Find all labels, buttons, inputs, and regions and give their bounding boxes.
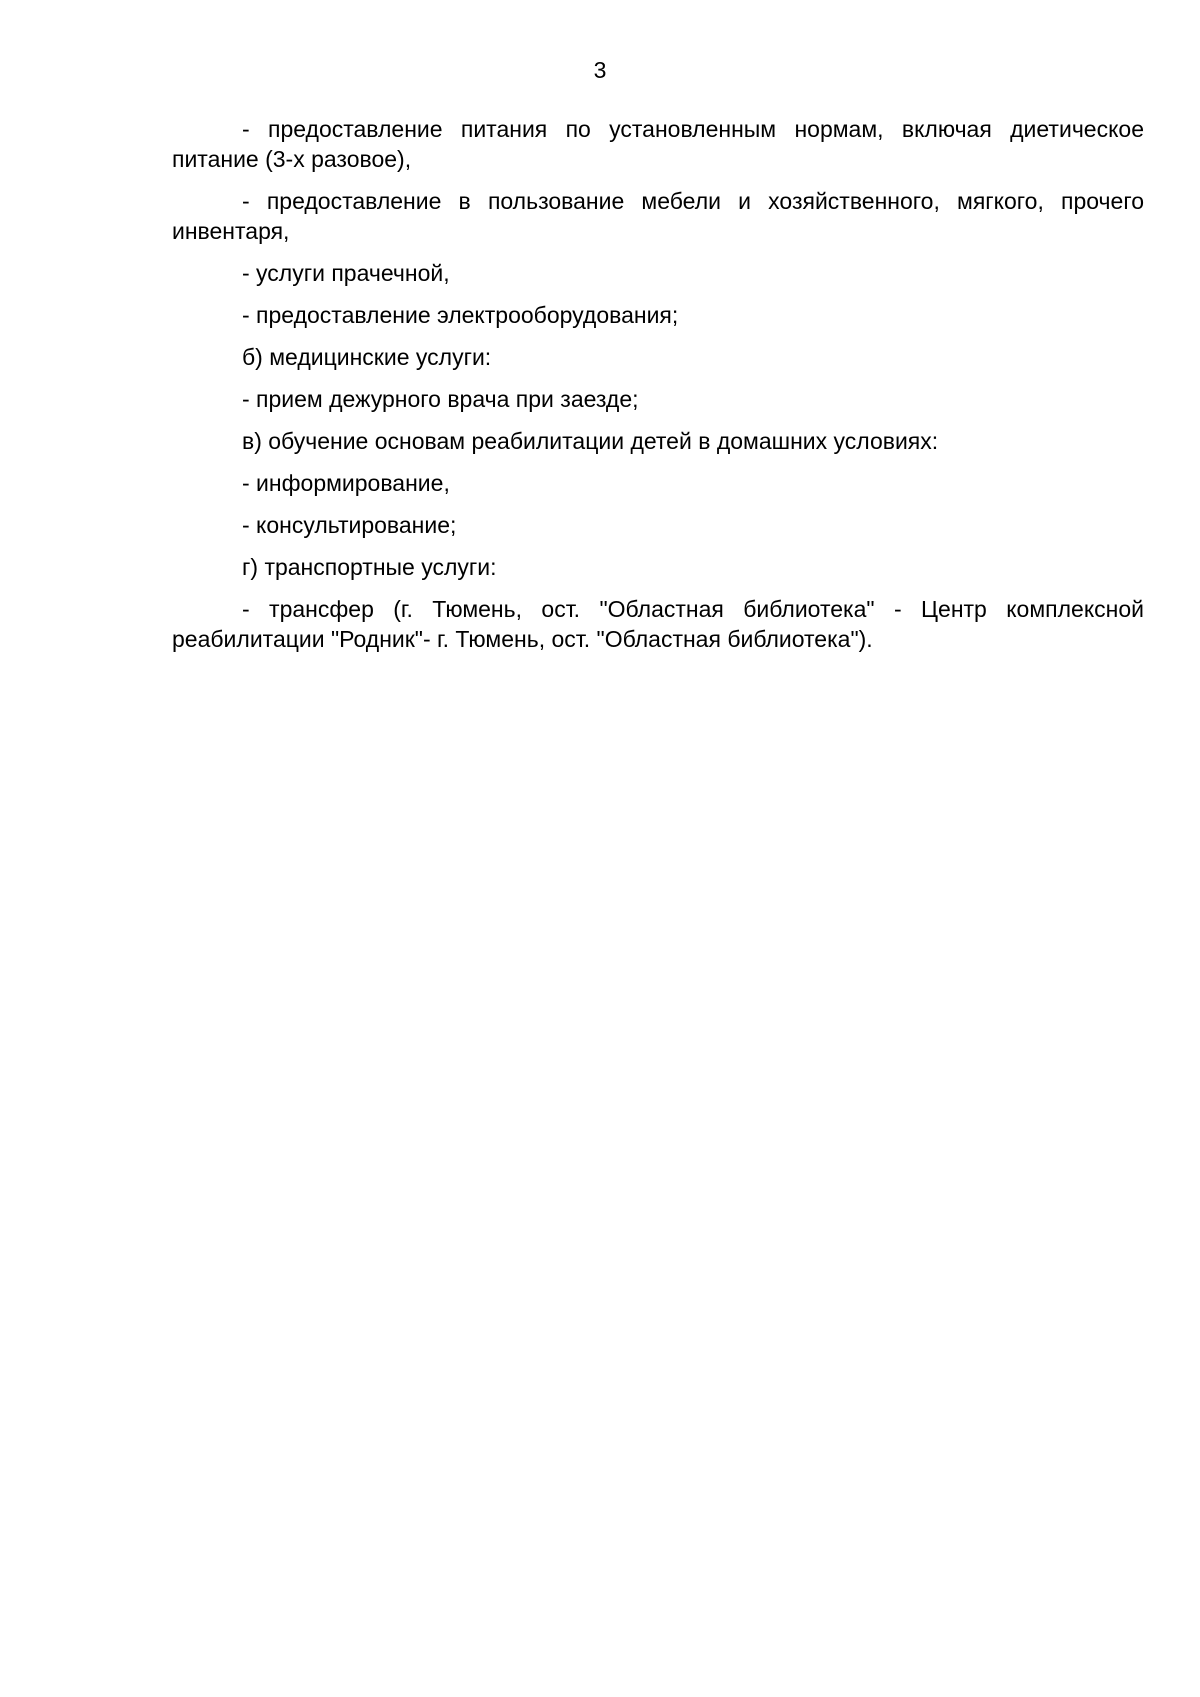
paragraph-training-heading: в) обучение основам реабилитации детей в домашних условиях:: [242, 428, 939, 454]
paragraph-transport-heading: г) транспортные услуги:: [242, 554, 497, 580]
paragraph-meals: - предоставление питания по установленным нормам, включая диетическое питание (3-х разовое),: [172, 116, 1144, 172]
paragraph-doctor-reception: - прием дежурного врача при заезде;: [242, 386, 639, 412]
page-number: 3: [593, 57, 607, 83]
paragraph-consulting: - консультирование;: [242, 512, 457, 538]
paragraph-informing: - информирование,: [242, 470, 450, 496]
document-body: [172, 114, 1144, 666]
paragraph-transfer: - трансфер (г. Тюмень, ост. "Областная библиотека" - Центр комплексной реабилитации "Родник"- г. Тюмень, ост. "Областная библиотека").: [172, 596, 1144, 652]
paragraph-furniture: - предоставление в пользование мебели и хозяйственного, мягкого, прочего инвентаря,: [172, 188, 1144, 244]
paragraph-laundry: - услуги прачечной,: [242, 260, 450, 286]
paragraph-electrical-equipment: - предоставление электрооборудования;: [242, 302, 679, 328]
paragraph-medical-services-heading: б) медицинские услуги:: [242, 344, 492, 370]
